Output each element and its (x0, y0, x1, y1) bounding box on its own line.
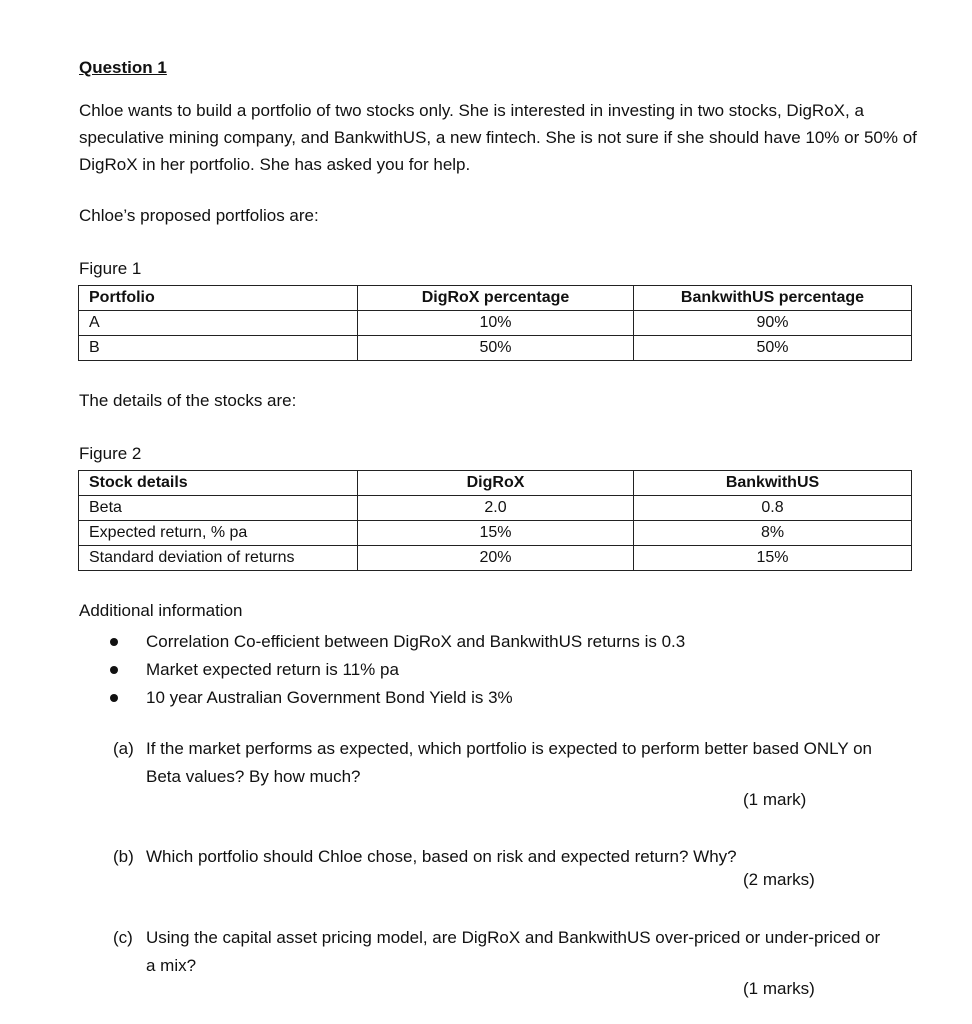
table-header-row (79, 286, 912, 311)
question-c-marks: (1 marks) (743, 979, 815, 998)
list-item (110, 684, 685, 712)
proposed-portfolios-text: Chloe’s proposed portfolios are: (79, 206, 319, 225)
table-row (79, 521, 912, 546)
bankwithus-percentage: 50% (634, 336, 912, 361)
header-stock-details: Stock details (79, 471, 358, 496)
bullet-icon (110, 638, 118, 646)
additional-info-heading: Additional information (79, 601, 243, 620)
question-c (113, 924, 893, 980)
digrox-percentage: 50% (358, 336, 634, 361)
bullet-icon (110, 694, 118, 702)
list-item-text: Correlation Co-efficient between DigRoX and BankwithUS returns is 0.3 (146, 632, 686, 651)
question-label: (a) (113, 739, 134, 758)
bullet-icon (110, 666, 118, 674)
table-row (79, 311, 912, 336)
digrox-value: 2.0 (358, 496, 634, 521)
list-item (110, 656, 685, 684)
question-label: (b) (113, 847, 134, 866)
bankwithus-value: 8% (634, 521, 912, 546)
question-text: If the market performs as expected, which portfolio is expected to perform better based ONLY on Beta values? By how much? (146, 739, 873, 786)
header-bankwithus: BankwithUS (634, 471, 912, 496)
portfolio-name: A (79, 311, 358, 336)
table-row (79, 496, 912, 521)
stock-metric: Standard deviation of returns (79, 546, 358, 571)
bankwithus-percentage: 90% (634, 311, 912, 336)
digrox-value: 15% (358, 521, 634, 546)
digrox-percentage: 10% (358, 311, 634, 336)
bankwithus-value: 0.8 (634, 496, 912, 521)
portfolio-table (78, 285, 912, 361)
stock-metric: Expected return, % pa (79, 521, 358, 546)
header-bankwithus-percentage: BankwithUS percentage (634, 286, 912, 311)
question-b-marks: (2 marks) (743, 870, 815, 889)
list-item-text: Market expected return is 11% pa (146, 660, 399, 679)
figure1-caption: Figure 1 (79, 259, 142, 278)
stock-metric: Beta (79, 496, 358, 521)
question-title: Question 1 (79, 58, 167, 77)
question-text: Which portfolio should Chloe chose, based on risk and expected return? Why? (146, 847, 737, 866)
question-a-marks: (1 mark) (743, 790, 807, 809)
question-b (113, 843, 893, 871)
table-row (79, 336, 912, 361)
additional-info-list (110, 628, 685, 712)
digrox-value: 20% (358, 546, 634, 571)
table-row (79, 546, 912, 571)
figure2-caption: Figure 2 (79, 444, 142, 463)
stock-details-table (78, 470, 912, 571)
portfolio-name: B (79, 336, 358, 361)
list-item-text: 10 year Australian Government Bond Yield is 3% (146, 688, 513, 707)
header-digrox: DigRoX (358, 471, 634, 496)
stock-details-text: The details of the stocks are: (79, 391, 297, 410)
question-a (113, 735, 893, 791)
header-digrox-percentage: DigRoX percentage (358, 286, 634, 311)
bankwithus-value: 15% (634, 546, 912, 571)
header-portfolio: Portfolio (79, 286, 358, 311)
question-text: Using the capital asset pricing model, are DigRoX and BankwithUS over-priced or under-priced or a mix? (146, 928, 881, 975)
table-header-row (79, 471, 912, 496)
list-item (110, 628, 685, 656)
intro-paragraph: Chloe wants to build a portfolio of two stocks only. She is interested in investing in two stocks, DigRoX, a speculative mining company, and BankwithUS, a new fintech. She is not sure if she should have 10% or 50% of DigRoX in her portfolio. She has asked you for help. (79, 101, 917, 174)
question-label: (c) (113, 928, 133, 947)
